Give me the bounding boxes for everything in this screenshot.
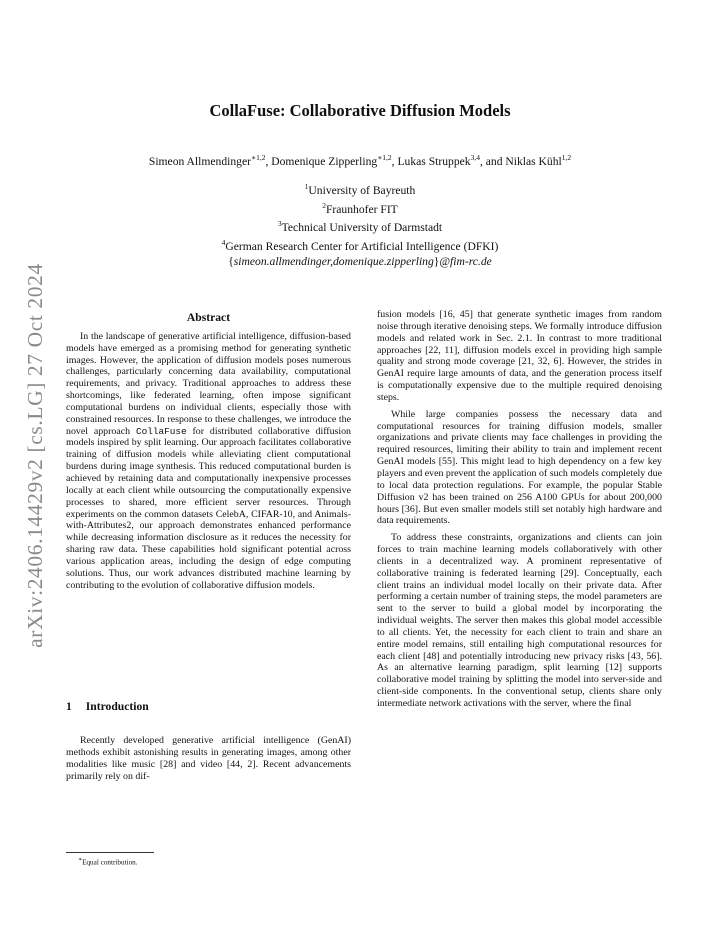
- arxiv-identifier: arXiv:2406.14429v2 [cs.LG] 27 Oct 2024: [22, 262, 47, 648]
- paper-title: CollaFuse: Collaborative Diffusion Models: [209, 101, 511, 120]
- affiliation: $^3$Technical University of Darmstadt: [277, 219, 443, 235]
- arxiv-stamp: [2, 250, 68, 660]
- section-number: 1: [66, 700, 72, 713]
- abstract-body: In the landscape of generative artificial intelligence, diffusion-based models have emerged as a promising method for generating synthetic images. However, the application of diffusion models poses numerous challenges, particularly concerning data availability, computational requirements, and privacy. Traditional approaches to address these shortcomings, like federated learning, often impose significant computational burdens on individual clients, especially those with constrained resources. In response to these challenges, we introduce the novel approach CollaFuse for distributed collaborative diffusion models inspired by split learning. Our approach facilitates collaborative training of diffusion models while alleviating client computational burdens during image synthesis. This reduced computational burden is achieved by retaining data and computationally inexpensive processes locally at each client while outsourcing the computationally expensive processes to shared, more efficient server resources. Through experiments on the common datasets CelebA, CIFAR-10, and Animals-with-Attributes2, our approach demonstrates enhanced performance while decreasing information disclosure as it reduces the necessity for sharing raw data. These capabilities hold significant potential across various application areas, including the design of edge computing solutions. Thus, our work advances distributed machine learning by contributing to the evolution of collaborative diffusion models.: [66, 330, 351, 591]
- abstract-heading: Abstract: [186, 311, 231, 324]
- affiliation: $^1$University of Bayreuth: [304, 182, 416, 197]
- footnote: ∗Equal contribution.: [78, 857, 138, 867]
- contact-email[interactable]: {simeon.allmendinger,domenique.zipperling}@fim-rc.de: [228, 254, 492, 268]
- author: Domenique Zipperling$^{∗1,2}$,: [271, 153, 398, 168]
- author-affiliation-mark: ∗1,2: [377, 153, 392, 162]
- section-heading-introduction: [66, 700, 149, 713]
- affiliation: $^4$German Research Center for Artificial Intelligence (DFKI): [221, 237, 499, 253]
- author: Lukas Struppek$^{3,4}$, and: [397, 153, 506, 168]
- affiliation-list: [60, 180, 660, 269]
- author-list: [60, 153, 660, 168]
- method-name: CollaFuse: [135, 425, 187, 437]
- author-affiliation-mark: 3,4: [470, 153, 480, 162]
- body-paragraph: While large companies possess the necessary data and computational resources for training diffusion models, smaller organizations and private clients may face challenges in providing the required resources, limiting their ability to train and implement recent GenAI models [55]. This might lead to high dependency on a few key players and even prevent the application of such models completely due to local data protection regulations. For example, the popular Stable Diffusion v2 has been trained on 256 A100 GPUs for about 200,000 hours [36]. But even smaller models still set notably high hardware and data requirements.: [377, 408, 662, 527]
- author-affiliation-mark: ∗1,2: [250, 153, 266, 162]
- right-column-text: [377, 309, 662, 710]
- author: Simeon Allmendinger$^{∗1,2}$,: [148, 153, 272, 168]
- abstract-section: [66, 312, 351, 591]
- body-paragraph: fusion models [16, 45] that generate synthetic images from random noise through iterative denoising steps. We formally introduce diffusion models and related work in Sec. 2.1. In contrast to more traditional approaches [22, 11], diffusion models excel in providing high sample quality and strong mode coverage [21, 32, 6]. However, the strides in GenAI require large amounts of data, and the generation process itself is computationally expensive due to the multiple required denoising steps.: [377, 309, 662, 403]
- body-paragraph: To address these constraints, organizations and clients can join forces to train machine learning models collaboratively with other clients in a decentralized way. A prominent representative of collaborative training is federated learning [29]. Conceptually, each client trains an individual model locally on their private data. After performing a certain number of training steps, the model parameters are sent to the server to build a global model by incorporating the individual weights. The server then makes this global model accessible to all clients. Yet, the necessity for each client to train and share an entire model remains, still entailing high computational resources for each client [48] and potentially introducing new privacy risks [43, 56]. As an alternative learning paradigm, split learning [12] supports collaborative model training by splitting the model into server-side and client-side components. In the conventional setup, clients share only intermediate network activations with the server, where the final: [377, 532, 662, 709]
- footnote-rule: [66, 852, 154, 853]
- affiliation: $^2$Fraunhofer FIT: [322, 200, 398, 216]
- author-affiliation-mark: 1,2: [561, 153, 572, 162]
- author: Niklas Kühl$^{1,2}$: [505, 153, 572, 168]
- section-title: Introduction: [85, 700, 149, 713]
- introduction-paragraph-left: Recently developed generative artificial intelligence (GenAI) methods exhibit astonishing results in generating images, among other modalities like music [28] and video [44, 2]. Recent advancements primarily rely on dif-: [66, 735, 351, 782]
